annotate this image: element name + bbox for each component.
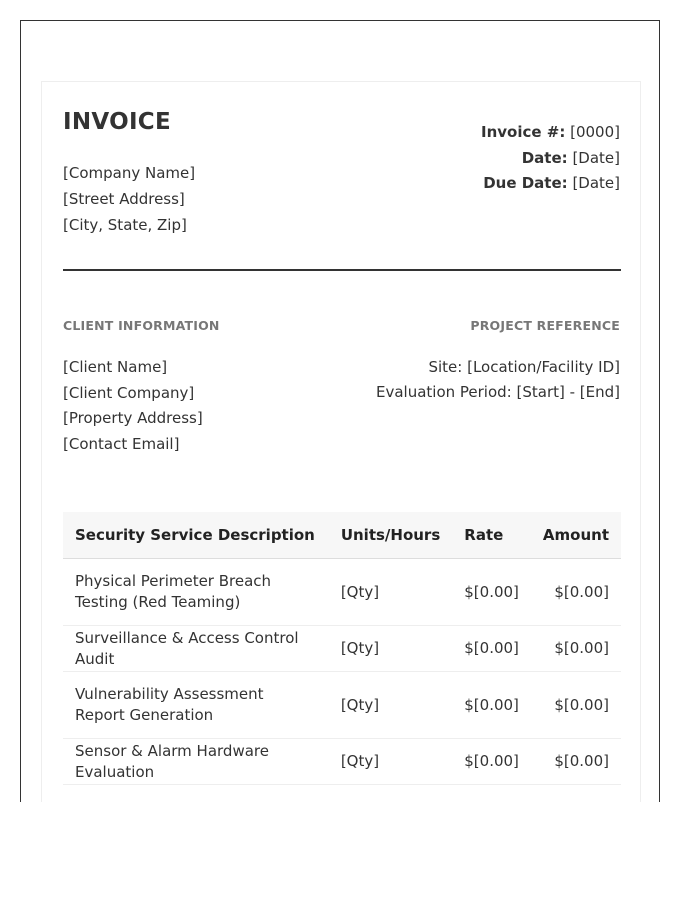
invoice-sheet [41,81,641,802]
row-description: Surveillance & Access Control Audit [63,626,329,672]
header-divider [63,269,621,271]
client-contact-email: [Contact Email] [63,434,180,453]
row-units: [Qty] [329,739,452,785]
due-date-row [481,171,620,197]
row-units: [Qty] [329,626,452,672]
project-reference-heading: PROJECT REFERENCE [470,318,620,333]
row-amount: $[0.00] [531,559,621,626]
header-amount: Amount [531,512,621,559]
row-amount: $[0.00] [531,626,621,672]
company-address [63,160,195,238]
due-date-label: Due Date: [483,174,568,192]
company-name: [Company Name] [63,164,196,182]
client-name: [Client Name] [63,358,168,376]
row-rate: $[0.00] [452,672,531,739]
row-rate: $[0.00] [452,739,531,785]
row-description: Physical Perimeter Breach Testing (Red Teaming) [63,559,329,626]
client-company: [Client Company] [63,383,195,402]
row-description: Sensor & Alarm Hardware Evaluation [63,739,329,785]
services-table [63,512,621,785]
table-row [63,672,621,739]
table-row [63,626,621,672]
header-units: Units/Hours [329,512,452,559]
row-amount: $[0.00] [531,672,621,739]
row-rate: $[0.00] [452,559,531,626]
invoice-meta [481,120,620,197]
row-units: [Qty] [329,559,452,626]
table-row [63,739,621,785]
row-units: [Qty] [329,672,452,739]
header-rate: Rate [452,512,531,559]
invoice-number-value: [0000] [570,123,620,141]
client-info-heading: CLIENT INFORMATION [63,318,220,333]
row-rate: $[0.00] [452,626,531,672]
due-date-value: [Date] [572,174,620,192]
project-evaluation-period: Evaluation Period: [Start] - [End] [375,383,620,401]
project-details [376,355,620,405]
company-city: [City, State, Zip] [63,216,187,234]
row-amount: $[0.00] [531,739,621,785]
company-street: [Street Address] [63,190,185,208]
invoice-date-label: Date: [521,148,568,167]
client-details [63,355,203,457]
invoice-date-row [481,146,620,172]
project-site: Site: [Location/Facility ID] [428,358,620,376]
page-frame [20,20,660,802]
invoice-title: INVOICE [63,109,172,135]
header-description: Security Service Description [63,512,329,559]
client-property-address: [Property Address] [63,409,203,427]
invoice-number-row [481,120,620,146]
invoice-number-label: Invoice #: [480,123,566,141]
invoice-date-value: [Date] [572,148,620,167]
row-description: Vulnerability Assessment Report Generation [63,672,329,739]
table-row [63,559,621,626]
table-header-row [63,512,621,559]
